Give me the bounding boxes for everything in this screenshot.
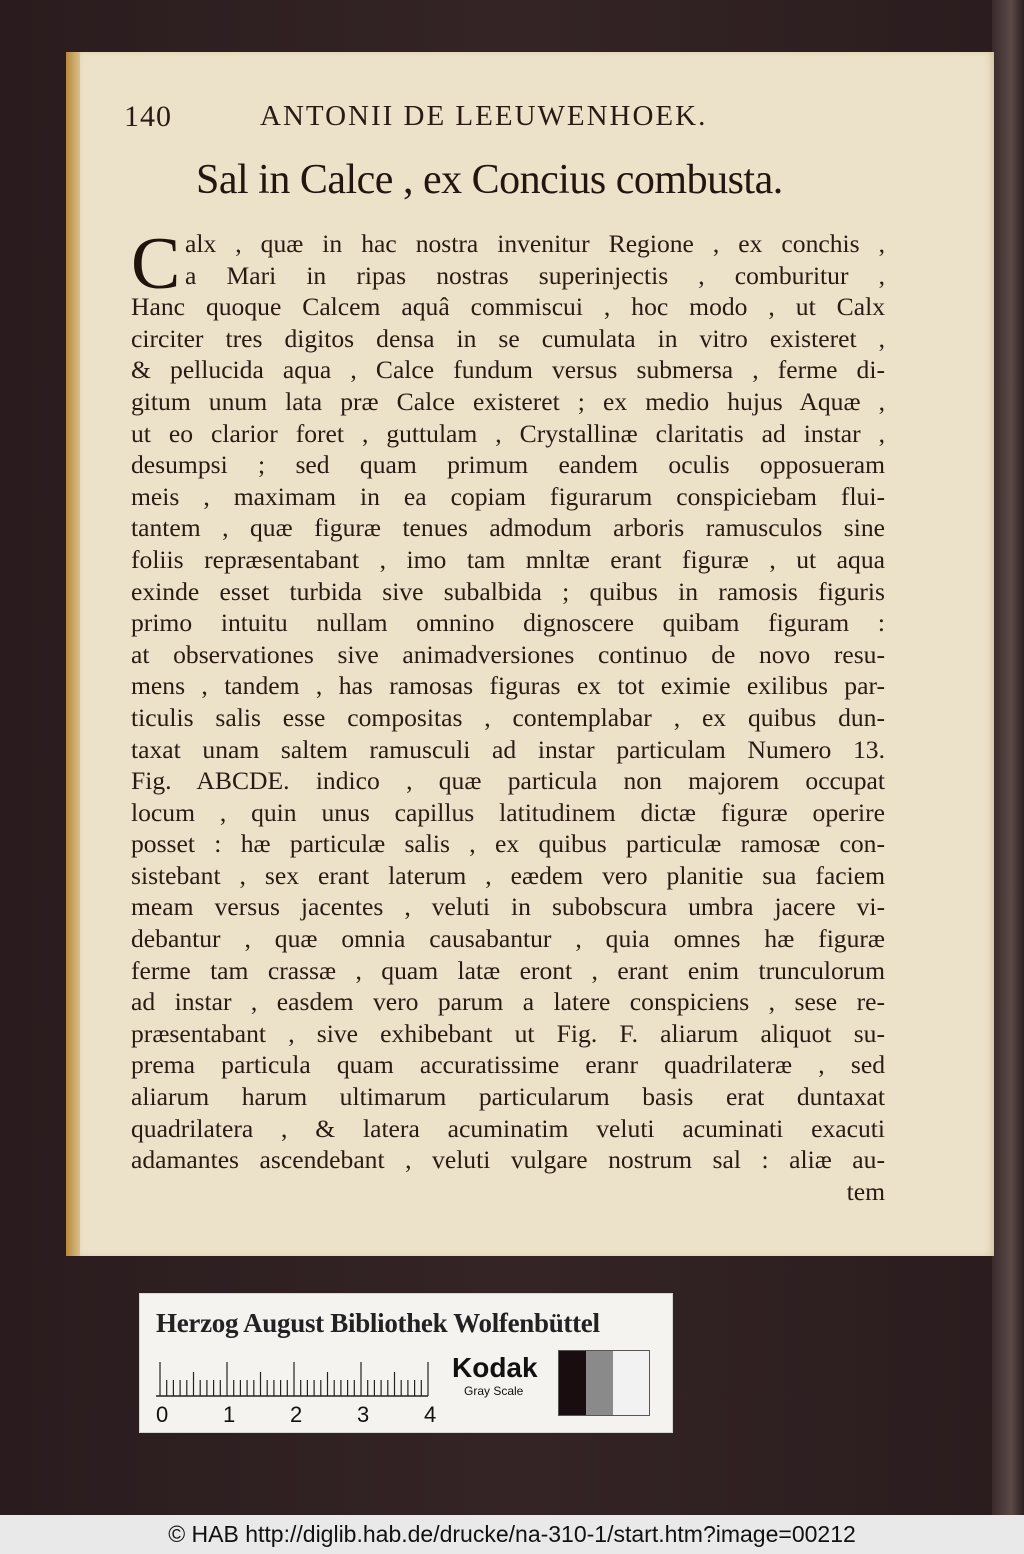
gray-swatch — [559, 1351, 586, 1415]
text-line: Fig. ABCDE. indico , quæ particula non majorem occupat — [131, 766, 885, 796]
text-line: prema particula quam accuratissime eranr quadrilateræ , sed — [131, 1050, 885, 1080]
text-line: meam versus jacentes , veluti in subobscura umbra jacere vi- — [131, 892, 885, 922]
running-head: ANTONII DE LEEUWENHOEK. — [260, 100, 708, 132]
body-text — [131, 223, 885, 1207]
text-line: locum , quin unus capillus latitudinem dictæ figuræ operire — [131, 797, 885, 827]
text-line: debantur , quæ omnia causabantur , quia omnes hæ figuræ — [131, 924, 885, 954]
ruler-label: 4 — [424, 1402, 437, 1427]
text-line: exinde esset turbida sive subalbida ; quibus in ramosis figuris — [131, 576, 885, 606]
text-line: primo intuitu nullam omnino dignoscere quibam figuram : — [131, 608, 885, 638]
institution-name: Herzog August Bibliothek Wolfenbüttel — [156, 1308, 600, 1338]
text-line: sistebant , sex erant laterum , eædem vero planitie sua faciem — [131, 860, 885, 890]
text-line: posset : hæ particulæ salis , ex quibus particulæ ramosæ con- — [131, 829, 885, 859]
text-line: tantem , quæ figuræ tenues admodum arboris ramusculos sine — [131, 513, 885, 543]
text-line: ticulis salis esse compositas , contemplabar , ex quibus dun- — [131, 702, 885, 732]
gray-swatch — [613, 1351, 649, 1415]
section-title: Sal in Calce , ex Concius combusta. — [196, 157, 783, 203]
credit-line: © HAB http://diglib.hab.de/drucke/na-310-1/start.htm?image=00212 — [168, 1521, 856, 1547]
ruler-label: 2 — [290, 1402, 303, 1427]
ruler-label: 3 — [357, 1402, 370, 1427]
text-line: at observationes sive animadversiones continuo de novo resu- — [131, 639, 885, 669]
gray-swatch — [586, 1351, 613, 1415]
text-line: a Mari in ripas nostras superinjectis , comburitur , — [185, 260, 885, 290]
text-lines — [131, 223, 885, 1207]
text-line: adamantes ascendebant , veluti vulgare nostrum sal : aliæ au- — [131, 1145, 885, 1175]
text-line: tem — [846, 1176, 885, 1206]
kodak-logo: Kodak — [452, 1352, 538, 1383]
adjacent-page-edge — [992, 0, 1024, 1515]
text-line: aliarum harum ultimarum particularum basis erat duntaxat — [131, 1082, 885, 1112]
text-line: ad instar , easdem vero parum a latere conspiciens , sese re- — [131, 987, 885, 1017]
text-line: foliis repræsentabant , imo tam mnltæ erant figuræ , ut aqua — [131, 544, 885, 574]
text-line: alx , quæ in hac nostra invenitur Regione , ex conchis , — [185, 229, 885, 258]
text-line: Hanc quoque Calcem aquâ commiscui , hoc modo , ut Calx — [131, 292, 885, 322]
page-header — [124, 96, 784, 140]
color-target-card — [140, 1294, 672, 1432]
text-line: gitum unum lata præ Calce existeret ; ex medio hujus Aquæ , — [131, 386, 885, 416]
text-line: meis , maximam in ea copiam figurarum conspiciebam flui- — [131, 481, 885, 511]
drop-cap: C — [131, 223, 181, 305]
ruler — [156, 1358, 437, 1427]
text-line: circiter tres digitos densa in se cumulata in vitro existeret , — [131, 323, 885, 353]
ruler-label: 1 — [223, 1402, 236, 1427]
gray-scale-label: Gray Scale — [464, 1384, 524, 1398]
text-line: & pellucida aqua , Calce fundum versus submersa , ferme di- — [131, 355, 885, 385]
ruler-labels — [156, 1402, 456, 1428]
text-line: præsentabant , sive exhibebant ut Fig. F. aliarum aliquot su- — [131, 1018, 885, 1048]
text-line: ut eo clarior foret , guttulam , Crystallinæ claritatis ad instar , — [131, 418, 885, 448]
ruler-ticks — [156, 1358, 436, 1398]
page-number: 140 — [124, 100, 172, 133]
text-line: taxat unam saltem ramusculi ad instar particulam Numero 13. — [131, 734, 885, 764]
text-line: desumpsi ; sed quam primum eandem oculis opposueram — [131, 450, 885, 480]
gray-scale-swatches — [558, 1350, 650, 1416]
ruler-label: 0 — [156, 1402, 169, 1427]
text-line: mens , tandem , has ramosas figuras ex tot eximie exilibus par- — [131, 671, 885, 701]
page-gutter — [66, 52, 80, 1256]
text-line: ferme tam crassæ , quam latæ eront , erant enim trunculorum — [131, 955, 885, 985]
text-line: quadrilatera , & latera acuminatim veluti acuminati exacuti — [131, 1113, 885, 1143]
